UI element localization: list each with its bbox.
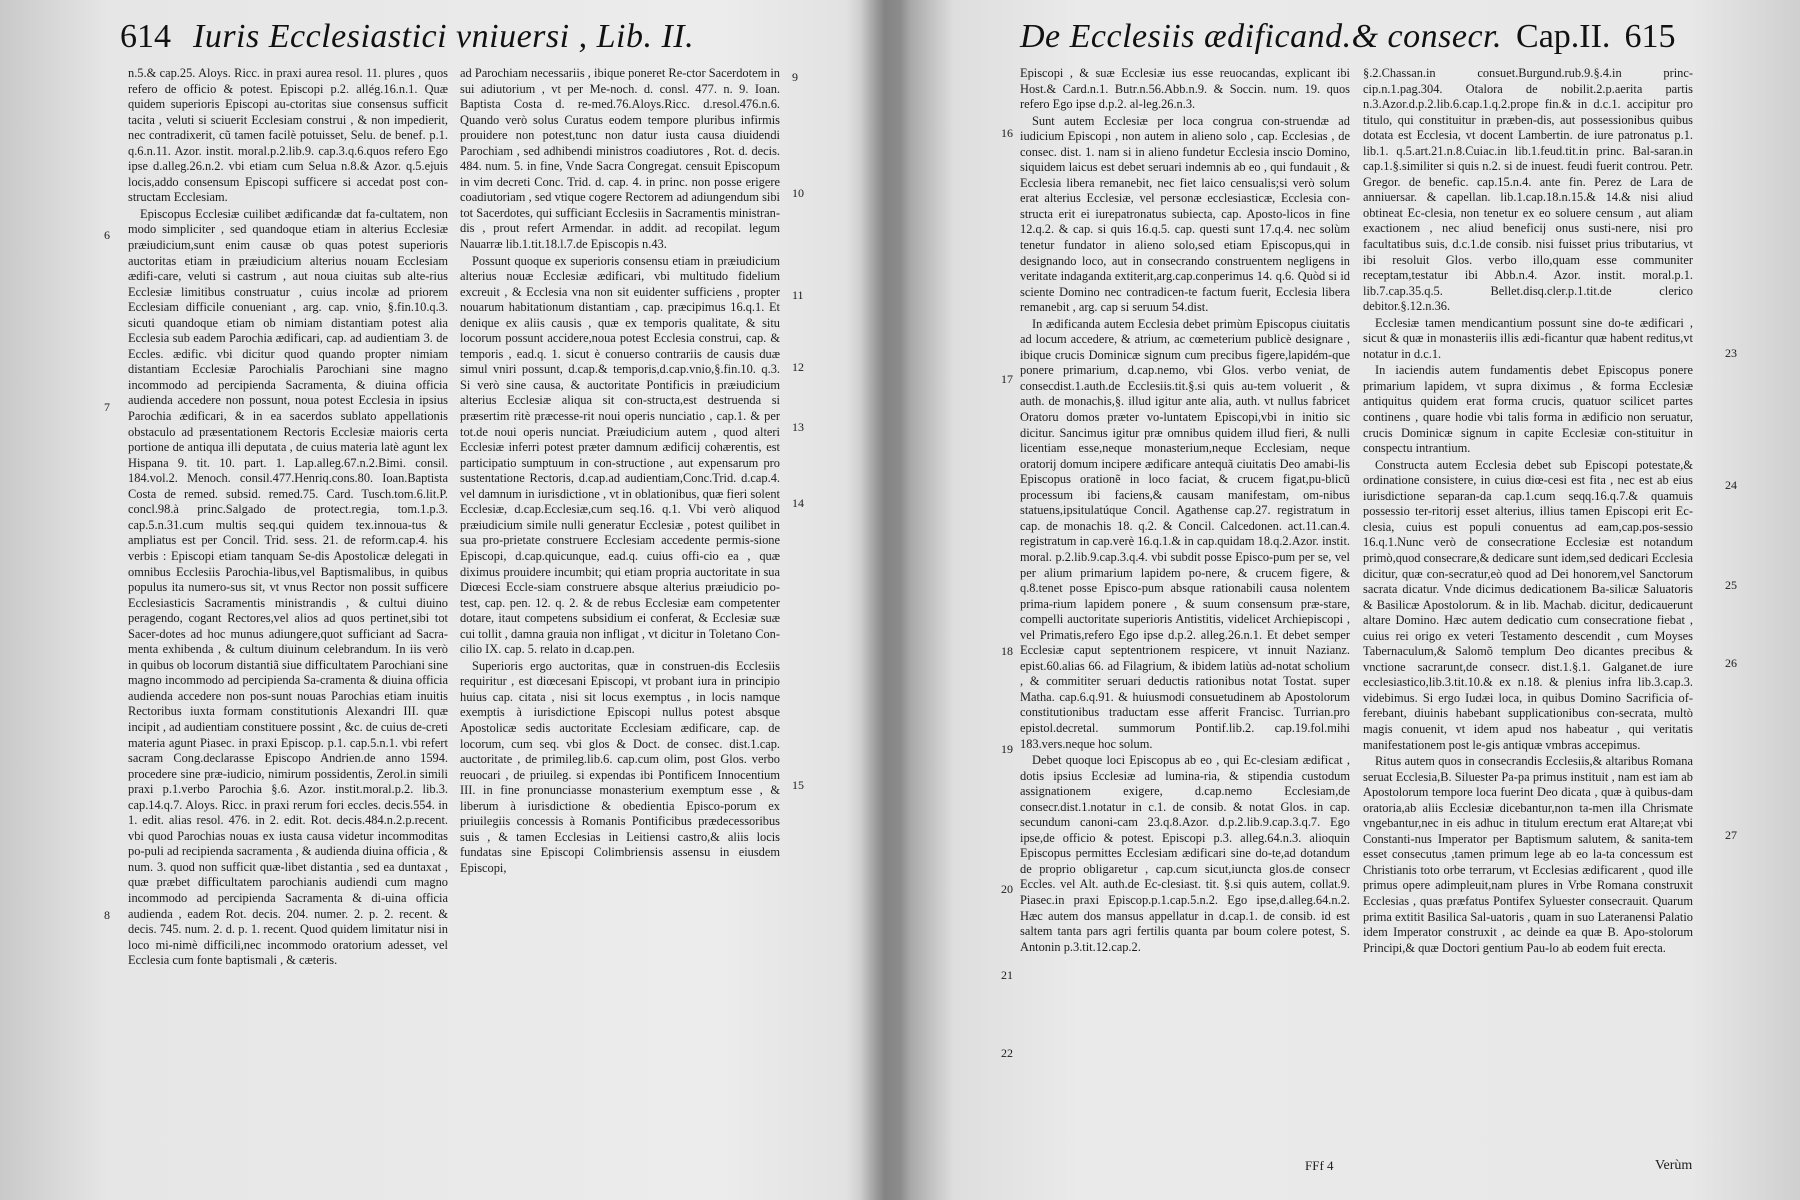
paragraph: n.5.& cap.25. Aloys. Ricc. in praxi aurea resol. 11. plures , quos refero de officio & potest. Episcopi p.2. allég.16.n.1. Quæ quidem superioris Episcopi au-ctoritas siue consensus sufficit tacita , veluti si sciuerit Ecclesiam construi , & non impedierit, nec contradixerit, cũ tamen facilè potuisset, Selu. de benef. p.1. q.6.n.11. Azor. instit. moral.p.2.lib.9. cap.3.q.6.quos refero Ego ipse d.alleg.26.n.2. vbi etiam cum Selua n.8.& Azor. q.5.ejuis locis,addo consensum Episcopi sufficere si accedat post con-structam Ecclesiam. [128, 66, 448, 205]
right-page [885, 0, 1800, 1200]
paragraph: Debet quoque loci Episcopus ab eo , qui Ec-clesiam ædificat , dotis ipsius Ecclesiæ ad lumina-ria, & stipendia custodum assignationem exigere, d.cap.nemo Ecclesiam,de consecr.dist.1.notatur in c.1. de consib. & notat Glos. in cap. secundum canoni-cam 23.q.8.Azor. d.p.2.lib.9.cap.3.q.7. Ego ipse,de officio & potest. Episcopi p.3. alleg.64.n.3. alioquin Episcopus permittes Ecclesiam ædificari sine do-te,ad dotandum de proprio obligaretur , cap.cum sicut,iuncta glos.de consecr Eccles. vel Alt. auth.de Ec-clesiast. tit. §.si quis autem, collat.9. Piasec.in praxi Episcop.p.1.cap.5.n.2. Ego ipse,d.alleg.64.n.2. Hæc autem dos mansus appellatur in d.cap.1. de consib. id est saltem tanta pars agri fertilis quanta par boum colere potest, S. Antonin p.3.tit.12.cap.2. [1020, 753, 1350, 954]
margin-number: 20 [1001, 882, 1013, 896]
margin-number: 7 [104, 400, 110, 414]
paragraph: §.2.Chassan.in consuet.Burgund.rub.9.§.4.in princ-cip.n.1.pag.304. Otalora de nobilit.2.p.aerita partis n.3.Azor.d.p.2.lib.6.cap.1.q.2.prope fin.& in d.c.1. accipitur pro titulo, qui constituitur in præben-dis, aut possessionibus quibus dotata est Ecclesia, vt docent Lambertin. de iure patronatus p.1. lib.1. q.5.art.21.n.8.Cuiac.in lib.1.feud.tit.in princ. Bal-saran.in cap.1.§.similiter si quis n.2. si de inuest. feudi fuerit controu. Petr. Gregor. de benefic. cap.15.n.4. ante fin. Perez de Lara de anniuersar. & capellan. lib.1.cap.18.n.15.& 14.& nisi aliud obtineat Ec-clesia, non tenetur ex eo soluere censum , aut aliam exactionem , nec aliud beneficij onus susti-nere, nisi pro facultatibus suis, d.c.1.de consib. nisi fuisset prius tributarius, vt ibi resoluit Glos. verbo illo,quam esse communiter receptam,testatur ibi Abb.n.4. Azor. instit. moral.p.1. lib.7.cap.35.q.5. Bellet.disq.cler.p.1.tit.de clerico debitor.§.12.n.36. [1363, 66, 1693, 314]
text-column [460, 66, 780, 1146]
text-column [128, 66, 448, 1146]
paragraph: Ecclesiæ tamen mendicantium possunt sine do-te ædificari , sicut & quæ in monasteriis illis ædi-ficantur quæ habent reditus,vt notatur in d.c.1. [1363, 315, 1693, 361]
catchword: Verùm [1655, 1158, 1693, 1173]
margin-number: 18 [1001, 644, 1013, 658]
margin-number: 16 [1001, 126, 1013, 140]
paragraph: Episcopus Ecclesiæ cuilibet ædificandæ dat fa-cultatem, non modo simpliciter , sed quandoque etiam in alterius Ecclesiæ præiudicium,sunt enim causæ ob quas potest superioris auctoritas etiam in præiudicium alterius nouam Ecclesiam ædifi-care, veluti si castrum , aut noua ciuitas sub alte-rius Ecclesiæ limitibus construatur , cuius incolæ ad priorem Ecclesiam difficile conueniant , arg. cap. vnio, §.fin.10.q.3. sicuti quandoque etiam ob nimiam distantiam potest alia Ecclesia sub eadem Parochia ædificari, cap. ad audientiam 3. de Eccles. ædific. vbi dicitur quod quando propter nimiam distantiam Ecclesiæ Parochialis Parochiani sine magno incommodo ad percipienda Sacramenta, & diuina officia audienda accedere non possunt, noua potest Ecclesia in ipsius Parochia ædificari, & in ea sacerdos sublato appellationis obstaculo ad præsentationem Rectoris Ecclesiæ maioris certa portione de antiqua illi deputata , de cuius materia latè agunt lex Hispana 9. tit. 10. part. 1. Lap.alleg.67.n.2.Bimi. consil. 184.vol.2. Menoch. consil.477.Henriq.cons.80. Ioan.Baptista Costa de remed. subsid. remed.75. Card. Tusch.tom.6.lit.P. concl.98.à princ.Salgado de protect.regia, tom.1.p.3. cap.5.n.31.cum multis seq.qui quidem tex.innoua-tus & ampliatus est per Concil. Trid. sess. 21. de reform.cap.4. his verbis : Episcopi etiam tanquam Se-dis Apostolicæ delegati in omnibus Ecclesiis Parochia-libus,vel Baptismalibus, in quibus populus ita numero-sus sit, vt vnus Rector non possit sufficere Ecclesiasticis Sacramentis ministrandis , & cultui diuino peragendo, cogant Rectores,vel alios ad quos pertinet,sibi tot Sacer-dotes ad hoc munus adiungere,quot sufficiant ad Sacra-menta exhibenda , & cultum diuinum celebrandum. In iis verò in quibus ob locorum distantiã siue difficultatem Parochiani sine magno incommodo ad percipienda Sa-cramenta & diuina officia audienda accedere non pos-sunt nouas Parochias etiam inuitis Rectoribus iuxta formam constitutionis Alexandri III. quæ incipit , ad audientiam constituere possint , &c. de cuius de-creti materia agunt Piasec. in praxi Episcop. p.1. cap.5.n.1. vbi refert sacram Cong.declarasse Episcopo Andrien.de anno 1594. procedere sine præ-iudicio, nimirum possidentis, Zerol.in simili praxi p.1.verbo Parochia §.6. Azor. instit.moral.p.2. lib.3. cap.14.q.7. Aloys. Ricc. in praxi rerum fori eccles. decis.554. in 1. edit. alias resol. 476. in 2. edit. Rot. decis.484.n.2.p.recent. vbi quod Parochias nouas ex iusta causa videtur incommoditas po-puli ad recipienda sacramenta , & audienda diuina officia , & num. 3. quod non sufficit quæ-libet distantia , sed ea duntaxat , quæ præbet difficultatem parochianis audiendi cum magno incommodo ad percipienda Sacramenta & di-uina officia audienda , eadem Rot. decis. 204. numer. 2. p. 2. recent. & decis. 745. num. 2. d. p. 1. recent. Quod quidem limitatur nisi in loco mi-nimè difficili,nec incommodo oratorium adesset, vel Ecclesia cum fonte baptismali , & cæteris. [128, 206, 448, 968]
margin-numbers [792, 0, 818, 1200]
margin-number: 12 [792, 360, 804, 374]
paragraph: In iaciendis autem fundamentis debet Episcopus ponere primarium lapidem, vt supra diximus , & forma Ecclesiæ antiquitus quidem erat forma crucis, quatuor scilicet partes continens , quare hodie vbi talis forma in ædificio non seruatur, crucis Dominicæ signum in capite Ecclesiæ con-stituitur in conspectu intrantium. [1363, 363, 1693, 456]
paragraph: In ædificanda autem Ecclesia debet primùm Episcopus ciuitatis ad locum accedere, & atrium, ac cœmeterium publicè designare , ibique crucis Dominicæ signum cum precibus figere,lapidém-que ponere primarium, d.cap.nemo, vbi Glos. verbo veniat, de consecdist.1.auth.de Ecclesiis.tit.§.si quis au-tem voluerit , & auth. de monachis,§. illud igitur ante alia, auth. vt nullus fabricet Oratoru domos præter vo-luntatem Episcopi,vbi in initio sic dicitur. Sancimus igitur præ omnibus quidem illud fieri, & nulli licentiam esse,neque monasterium,neque Ecclesiam, neque oratorij domum incipere ædificare antequã ciuitatis Deo amabi-lis Episcopus orationẽ in loco faciat, & crucem figat,pu-blicũ processum ibi faciens,& causam manifestam, om-nibus statuens,ipsitulatúque Concil. Agathense cap.27. registratum in cap. de monachis 18. q.2. & Concil. Calcedonen. act.11.can.4. registratum in cap.verè 16.q.1.& in cap.quidam 18.q.2.Azor. instit. moral. p.2.lib.9.cap.3.q.4. vbi subdit posse Episco-pum per se, vel per alium primarium lapidem po-nere, & crucem figere, & q.8.tenet posse Episco-pum absque rationabili causa nolentem prima-rium lapidem ponere , & suum consensum præ-stare, compelli auctoritate superioris Antistitis, videlicet Archiepiscopi , vel Primatis,refero Ego ipse d.p.2. alleg.26.n.1. Et debet semper Ecclesiæ caput septentrionem respicere, vt innuit Nazianz. epist.60.alias 66. ad Filagrium, & ibidem latiùs ad-notat scholium , & commititer seruari deductis rationibus notat Tostat. super Matha. cap.6.q.91. & huiusmodi consuetudinem ab Apostolorum constitutionibus traductam esse afferit Francisc. Turrian.pro epistol.decretal. summorum Pontif.lib.2. cap.19.fol.mihi 183.vers.neque hoc solum. [1020, 316, 1350, 751]
margin-number: 15 [792, 778, 804, 792]
paragraph: Sunt autem Ecclesiæ per loca congrua con-struendæ ad iudicium Episcopi , non autem in alieno solo , cap. Ecclesias , de consec. dist. 1. nam si in alieno fundetur Ecclesia inscio Domino, siquidem laicus est debet seruari indemnis ab eo , qui fundauit , & Ecclesia libera remanebit, nec fiet laico censualis;si verò solum erat alterius Ecclesiæ, vel personæ ecclesiasticæ, Ecclesia con-structa erit ei iurepatronatus subiecta, cap. Aposto-licos in fine 12.q.2. & cap. si quis 16.q.5. cap. questi sunt 17.q.4. nec solùm tenetur fundator in alieno solo,sed etiam Episcopus,qui in designando loco, aut in consecrando construentem negligens in veritate indaganda extiterit,arg.cap.conperimus 14. q.6. Quòd si id sciente Domino nec contradicen-te factum fuerit, Ecclesia libera remanebit , arg. cap si seruum 54.dist. [1020, 113, 1350, 315]
margin-number: 21 [1001, 968, 1013, 982]
margin-number: 25 [1725, 578, 1737, 592]
running-title: De Ecclesiis ædificand.& consecr. [1020, 18, 1503, 55]
signature-mark: FFf 4 [1305, 1158, 1334, 1173]
page-number: 614 [120, 18, 171, 55]
paragraph: ad Parochiam necessariis , ibique poneret Re-ctor Sacerdotem in sui adiutorium , vt per Me-noch. d. consl. 477. n. 9. Ioan. Baptista Costa d. re-med.76.Aloys.Ricc. d.resol.476.n.6. Quando verò solus Curatus eodem tempore pluribus infirmis prouidere non potest,tunc non datur iusta causa diuidendi Parochiam , sed adhibendi ministros coadiutores , Rot. d. decis. 484. num. 5. in fine, Vnde Sacra Congregat. censuit Episcopum in vim decreti Conc. Trid. d. cap. 4. in princ. non posse erigere coadiutoriam , sed vtique cogere Rectorem ad adiungendum sibi tot Sacerdotes, qui sufficiant Ecclesiis in Sacramentis ministran-dis , prout refert Armendar. in addit. ad recopilat. legum Nauarræ lib.1.tit.18.l.7.de Episcopis n.43. [460, 66, 780, 252]
text-column [1020, 66, 1350, 1146]
chapter-label: Cap.II. [1516, 18, 1611, 55]
margin-number: 14 [792, 496, 804, 510]
margin-number: 6 [104, 228, 110, 242]
running-head-left [120, 18, 760, 62]
left-page [0, 0, 885, 1200]
margin-number: 8 [104, 908, 110, 922]
text-column [1363, 66, 1693, 1146]
running-head-right [1020, 18, 1760, 62]
margin-number: 9 [792, 70, 798, 84]
margin-number: 17 [1001, 372, 1013, 386]
page-number: 615 [1624, 18, 1676, 55]
margin-number: 27 [1725, 828, 1737, 842]
paragraph: Constructa autem Ecclesia debet sub Episcopi potestate,& ordinatione consistere, in cuius diœ-cesi est fita , nec est ab eius iurisdictione separan-da cap.1.cum seqq.16.q.7.& quamuis possessio ter-ritorij esset alterius, illius tamen Episcopi erit Ec-clesia, cuius est populi conuentus ad eam,cap.pos-sessio 16.q.1.Nunc verò de consecratione Ecclesiæ est notandum primò,quod consecrare,& dedicare sunt idem,sed dedicari Ecclesia dicitur, quæ con-secratur,eò quod ad Dei honorem,vel Sanctorum sacrata dicatur. Vnde dicimus dedicationem Ba-silicæ Saluatoris & Basilicæ Apostolorum. & in lib. Machab. dicitur, dedicauerunt altare Domino. Hæc autem dedicatio cum consecratione fiebat , cuius rei origo ex veteri Testamento descendit , cum Moyses Tabernaculum,& Salomõ templum Deo dicantes precibus & vnctione sacrarunt,de consecr. dist.1.§.1. Galganet.de iure ecclesiastico,lib.3.tit.10.& ex n.18. & plenius infra lib.3.cap.3. videbimus. Si ergo Iudæi loca, in quibus Domino Sacrificia of-ferebant, diuinis habebant supplicationibus con-secrata, multò magis conuenit, vt idem apud nos habeatur , qui veritatis manifestationem post le-gis antiquæ vmbras accepimus. [1363, 457, 1693, 752]
paragraph: Ritus autem quos in consecrandis Ecclesiis,& altaribus Romana seruat Ecclesia,B. Siluester Pa-pa primus instituit , nam est iam ab Apostolorum tempore loca fuerint Deo dicata , quæ à quibus-dam oratoria,ab aliis Ecclesiæ dicebantur,non ta-men illa Chrismate vngebantur,nec in eis adhuc in titulum erectum erat Altare;at vbi Constanti-nus Imperator per Baptismum salutem, & sanita-tem esset consecutus ,tamen primum lege ab eo la-ta concessum est Christianis toto orbe terrarum, vt Ecclesias ædificarent , quod ille primus opere adimpleuit,nam plures in Vrbe Romana construxit Ecclesias , quas præfatus Pontifex Syluester consecrauit. Quarum prima extitit Basilica Sal-uatoris , quam in suo Lateranensi Palatio idem Imperator construxit , ac deinde ea quæ B. Apo-stolorum Principi,& quæ Doctori gentium Pau-lo ab eodem fuit erecta. [1363, 754, 1693, 955]
margin-number: 19 [1001, 742, 1013, 756]
margin-number: 26 [1725, 656, 1737, 670]
margin-number: 22 [1001, 1046, 1013, 1060]
margin-number: 24 [1725, 478, 1737, 492]
margin-numbers [1725, 0, 1751, 1200]
margin-number: 10 [792, 186, 804, 200]
margin-numbers [104, 0, 130, 1200]
margin-number: 13 [792, 420, 804, 434]
running-title: Iuris Ecclesiastici vniuersi , Lib. II. [193, 18, 695, 55]
paragraph: Possunt quoque ex superioris consensu etiam in præiudicium alterius nouæ Ecclesiæ ædificari, vbi multitudo fidelium excreuit , & Ecclesia vna non sit euidenter sufficiens , propter nouarum habitationum distantiam , cap. præcipimus 16.q.1. Et denique ex aliis causis , quæ ex temporis qualitate, & situ locorum possunt accidere,noua potest Ecclesia construi, cap. & temporis , ead.q. 1. sicut è conuerso contrariis de causis duæ simul vniri possunt, d.cap.& temporis,d.cap.vnio,§.fin.10. q.3. Si verò sine causa, & auctoritate Pontificis in præiudicium alterius Ecclesiæ aliqua sit con-structa,est destruenda si præsertim ritè præcesse-rit noui operis nunciatio , cap.1. & per tot.de noui operis nunciat. Præiudicium autem , quod alteri Ecclesiæ inferri potest præter damnum ædificij cohærentis, est participatio sumptuum in con-structione , aut expensarum pro sustentatione Rectoris, d.cap.ad audientiam,Conc.Trid. d.cap.4. vel damnum in iurisdictione , vt in oblationibus, quæ fieri solent Ecclesiæ, d.cap.Ecclesiæ,cum seq.16. q.1. Vbi verò aliquod præiudicium simile nulli generatur Ecclesiæ , potest quilibet in sua pro-prietate construere Ecclesiam accedente permis-sione Episcopi, d.cap.quicunque, ead.q. cuius offi-cio ea , quæ diximus prouidere incumbit; qui etiam propria auctoritate in sua Diœcesi Eccle-siam construere absque alterius præiudicio po-test, cap. pen. 12. q. 2. & de rebus Ecclesiæ eam competenter dotare, itaut competens subsidium ei conferat, & Ecclesiæ suæ cui tollit , damna grauia non infligat , vt dicitur in Toletano Con-cilio IX. cap. 5. relato in d.cap.pen. [460, 253, 780, 657]
paragraph: Superioris ergo auctoritas, quæ in construen-dis Ecclesiis requiritur , est diœcesani Episcopi, vt probant iura in principio huius cap. citata , nisi sit locus exemptus , in locis namque exemptis à iurisdictione Episcopi nullus potest absque Apostolicæ sedis auctoritate Ecclesiam ædificare, cap. de locorum, cum seq. vbi glos & Doct. de consec. dist.1.cap. auctoritate , de primileg.lib.6. cap.cum olim, post Glos. verbo reuocari , de priuileg. si expendas ibi Pontificem Innocentium III. in fine pronunciasse monasterium exemptum esse , & liberum à iurisdictione & obedientia Episco-porum ex priuilegiis concessis à Romanis Pontificibus prædecessoribus suis , & tamen Ecclesias in Leitiensi castro,& aliis locis fundatas sine Episcopi Colimbriensis assensu in eiusdem Episcopi, [460, 658, 780, 875]
margin-number: 23 [1725, 346, 1737, 360]
margin-number: 11 [792, 288, 804, 302]
paragraph: Episcopi , & suæ Ecclesiæ ius esse reuocandas, explicant ibi Host.& Card.n.1. Butr.n.56.Abb.n.9. & Soccin. num. 19. quos refero Ego ipse d.p.2. al-leg.26.n.3. [1020, 66, 1350, 112]
